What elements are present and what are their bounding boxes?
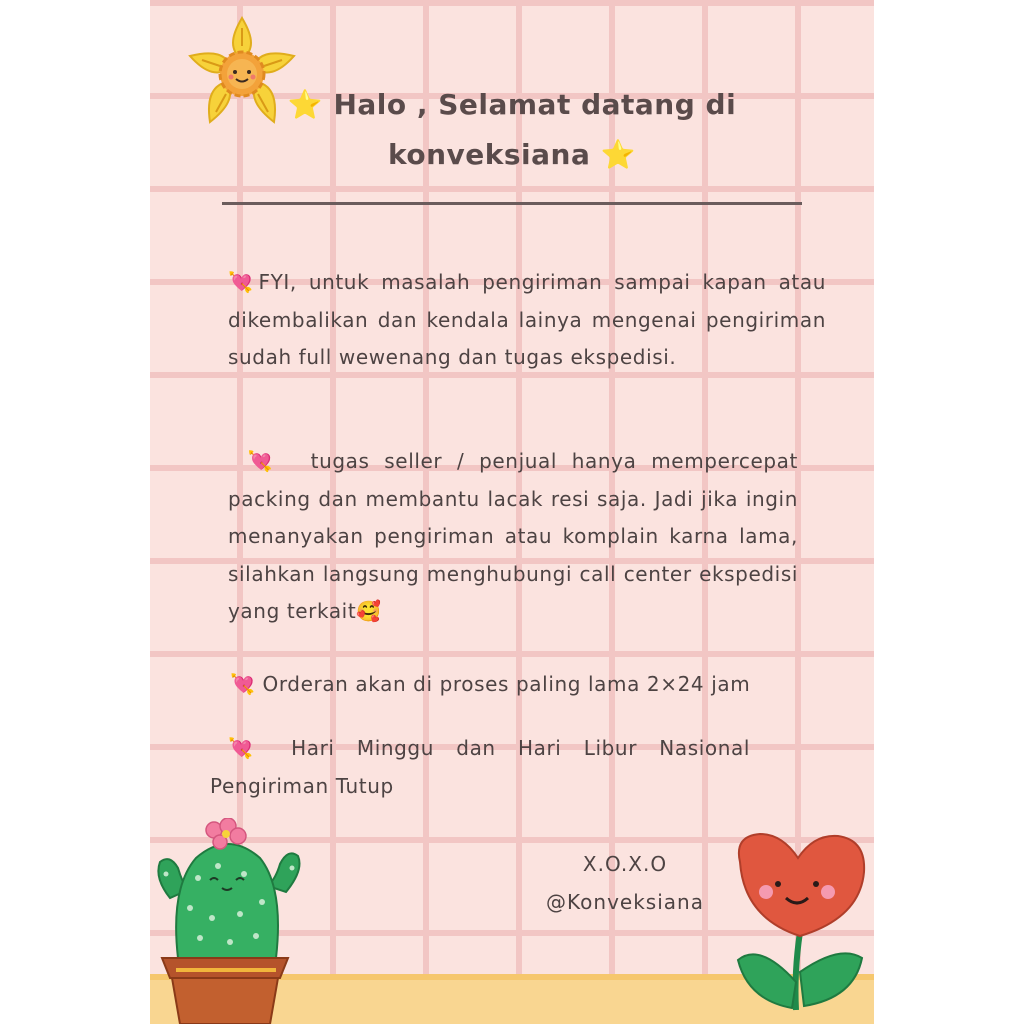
star-icon: ⭐	[600, 138, 636, 171]
heart-arrow-icon: 💘	[240, 449, 282, 473]
tulip-flower-icon	[730, 832, 874, 1012]
signature-handle: @Konveksiana	[546, 890, 704, 914]
smiling-face-hearts-icon: 🥰	[356, 599, 382, 623]
cactus-icon	[148, 818, 310, 1024]
paragraph-shipping-authority: 💘FYI, untuk masalah pengiriman sampai kapan atau dikembalikan dan kendala lainya mengenai pengiriman sudah full wewenang dan tugas ekspedisi.	[228, 270, 826, 369]
heart-arrow-icon: 💘	[228, 736, 269, 760]
title-divider	[222, 202, 802, 205]
star-icon: ⭐	[287, 88, 324, 121]
page-title	[150, 80, 874, 180]
signature-xoxo: X.O.X.O	[582, 852, 668, 876]
heart-arrow-icon: 💘	[228, 270, 259, 294]
paragraph-processing-time: 💘 Orderan akan di proses paling lama 2×24 jam	[230, 672, 751, 696]
title-line-1: ⭐ Halo , Selamat datang di	[287, 88, 737, 121]
paragraph-holiday-closure: 💘 Hari Minggu dan Hari Libur Nasional Pengiriman Tutup	[210, 736, 750, 798]
heart-arrow-icon: 💘	[230, 672, 256, 696]
paragraph-seller-duties: 💘 tugas seller / penjual hanya mempercepat packing dan membantu lacak resi saja. Jadi jika ingin menanyakan pengiriman atau komplain karna lama, silahkan langsung menghubungi call center ekspedisi yang terkait🥰	[228, 449, 798, 623]
title-line-2: konveksiana ⭐	[387, 138, 636, 171]
